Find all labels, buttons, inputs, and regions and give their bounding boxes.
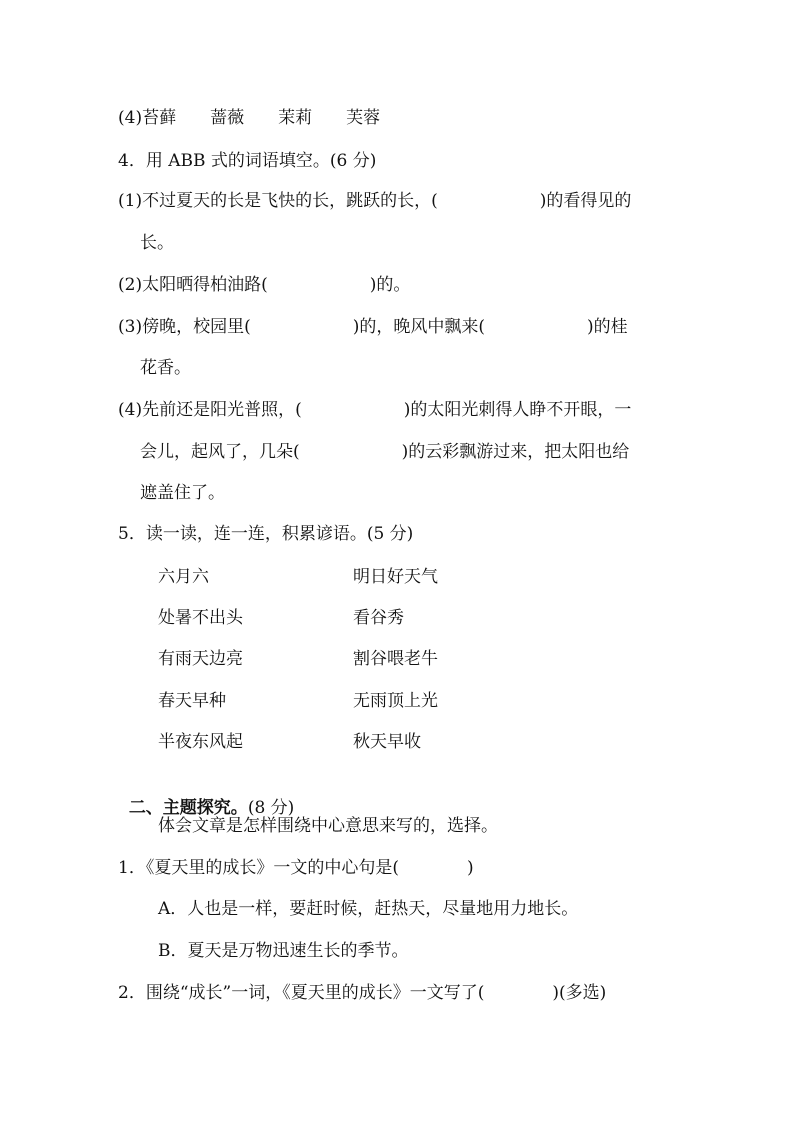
proverb-left-4: 春天早种 xyxy=(158,691,226,711)
proverb-right-4: 无雨顶上光 xyxy=(353,691,438,711)
q4-item-1-line-2: 长。 xyxy=(140,233,174,253)
q5-heading: 5．读一读，连一连，积累谚语。(5 分) xyxy=(118,524,414,544)
proverb-right-2: 看谷秀 xyxy=(353,608,404,628)
section-2-q1: 1．《夏天里的成长》一文的中心句是( ) xyxy=(118,858,474,878)
section-2-q1-option-b: B．夏天是万物迅速生长的季节。 xyxy=(158,941,409,961)
section-2-q1-option-a: A．人也是一样，要赶时候，赶热天，尽量地用力地长。 xyxy=(158,899,579,919)
proverb-right-3: 割谷喂老牛 xyxy=(353,649,438,669)
q4-item-4-line-2: 会儿，起风了，几朵( )的云彩飘游过来，把太阳也给 xyxy=(140,442,630,462)
section-2-points: (8 分) xyxy=(247,798,295,818)
q4-heading: 4．用 ABB 式的词语填空。(6 分) xyxy=(118,151,377,171)
q4-item-3-line-1: (3)傍晚，校园里( )的，晚风中飘来( )的桂 xyxy=(118,317,628,337)
proverb-right-5: 秋天早收 xyxy=(353,732,421,752)
q4-item-1-line-1: (1)不过夏天的长是飞快的长，跳跃的长，( )的看得见的 xyxy=(118,191,632,211)
section-2-heading: 二、主题探究。 xyxy=(128,798,248,818)
q4-item-3-line-2: 花香。 xyxy=(140,358,191,378)
proverb-right-1: 明日好天气 xyxy=(353,567,438,587)
q3-item-4: (4)苔藓 蔷薇 茉莉 芙蓉 xyxy=(118,108,381,128)
q4-item-2: (2)太阳晒得柏油路( )的。 xyxy=(118,275,411,295)
section-2-intro: 体会文章是怎样围绕中心意思来写的，选择。 xyxy=(158,816,498,836)
q4-item-4-line-3: 遮盖住了。 xyxy=(140,483,225,503)
proverb-left-3: 有雨天边亮 xyxy=(158,649,243,669)
q4-item-4-line-1: (4)先前还是阳光普照，( )的太阳光刺得人睁不开眼，一 xyxy=(118,400,632,420)
proverb-left-5: 半夜东风起 xyxy=(158,732,243,752)
section-2-q2: 2．围绕“成长”一词，《夏天里的成长》一文写了( )(多选) xyxy=(118,983,607,1003)
proverb-left-2: 处暑不出头 xyxy=(158,608,243,628)
section-2-heading-row xyxy=(118,772,294,820)
proverb-left-1: 六月六 xyxy=(158,567,209,587)
